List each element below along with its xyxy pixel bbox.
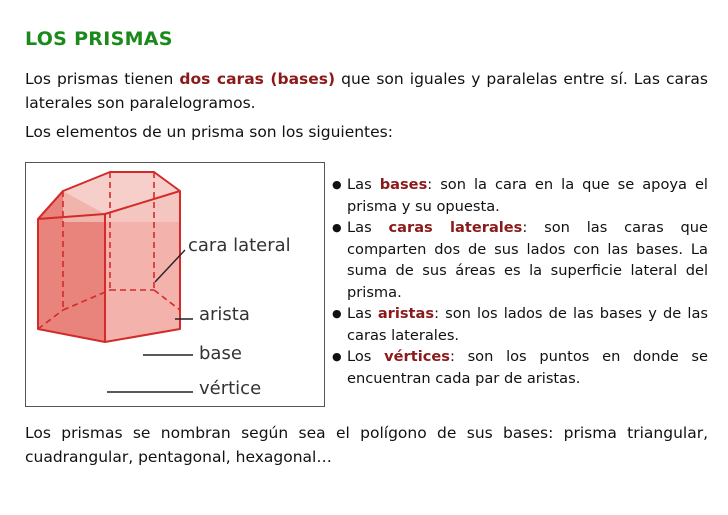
bullet-prefix: Los bbox=[347, 348, 385, 365]
list-item-bases bbox=[328, 174, 708, 217]
list-item-vertices bbox=[328, 346, 708, 389]
intro-text-end: que son iguales y paralelas entre sí. Las caras laterales son paralelogramos. bbox=[25, 70, 708, 112]
bullet-term: bases bbox=[379, 176, 428, 193]
bullet-term: caras laterales bbox=[388, 219, 523, 236]
bullet-text: : son los lados de las bases y de las caras laterales. bbox=[347, 305, 708, 344]
bullet-text: : son los puntos en donde se encuentran cada par de aristas. bbox=[347, 348, 708, 387]
closing-paragraph: Los prismas se nombran según sea el polígono de sus bases: prisma triangular, cuadrangular, pentagonal, hexagonal… bbox=[25, 424, 708, 466]
bullet-term: vértices bbox=[384, 348, 450, 365]
bullet-dot: ● bbox=[332, 221, 342, 234]
bullet-term: aristas bbox=[377, 305, 435, 322]
label-edge: arista bbox=[199, 304, 250, 325]
bullet-dot: ● bbox=[332, 307, 342, 320]
prism-elements-list bbox=[328, 174, 708, 389]
list-item-edges bbox=[328, 303, 708, 346]
bullet-prefix: Las bbox=[347, 176, 380, 193]
intro-paragraph bbox=[25, 67, 708, 115]
prism-figure bbox=[25, 162, 325, 407]
bullet-dot: ● bbox=[332, 350, 342, 363]
bullet-dot: ● bbox=[332, 178, 342, 191]
intro-text-start: Los prismas tienen bbox=[25, 70, 180, 88]
bullet-prefix: Las bbox=[347, 219, 389, 236]
label-base: base bbox=[199, 343, 242, 364]
bullet-prefix: Las bbox=[347, 305, 378, 322]
page-title: LOS PRISMAS bbox=[25, 28, 173, 50]
bullet-text: : son la cara en la que se apoya el prisma y su opuesta. bbox=[347, 176, 708, 215]
label-lateral-face: cara lateral bbox=[188, 235, 291, 256]
label-vertex: vértice bbox=[199, 378, 262, 399]
elements-heading: Los elementos de un prisma son los siguientes: bbox=[25, 123, 393, 141]
list-item-lateral-faces bbox=[328, 217, 708, 303]
bullet-text: : son las caras que comparten dos de sus lados con las bases. La suma de sus áreas es la superficie lateral del prisma. bbox=[347, 219, 708, 301]
intro-highlight: dos caras (bases) bbox=[179, 70, 336, 88]
prism-illustration bbox=[25, 162, 325, 407]
